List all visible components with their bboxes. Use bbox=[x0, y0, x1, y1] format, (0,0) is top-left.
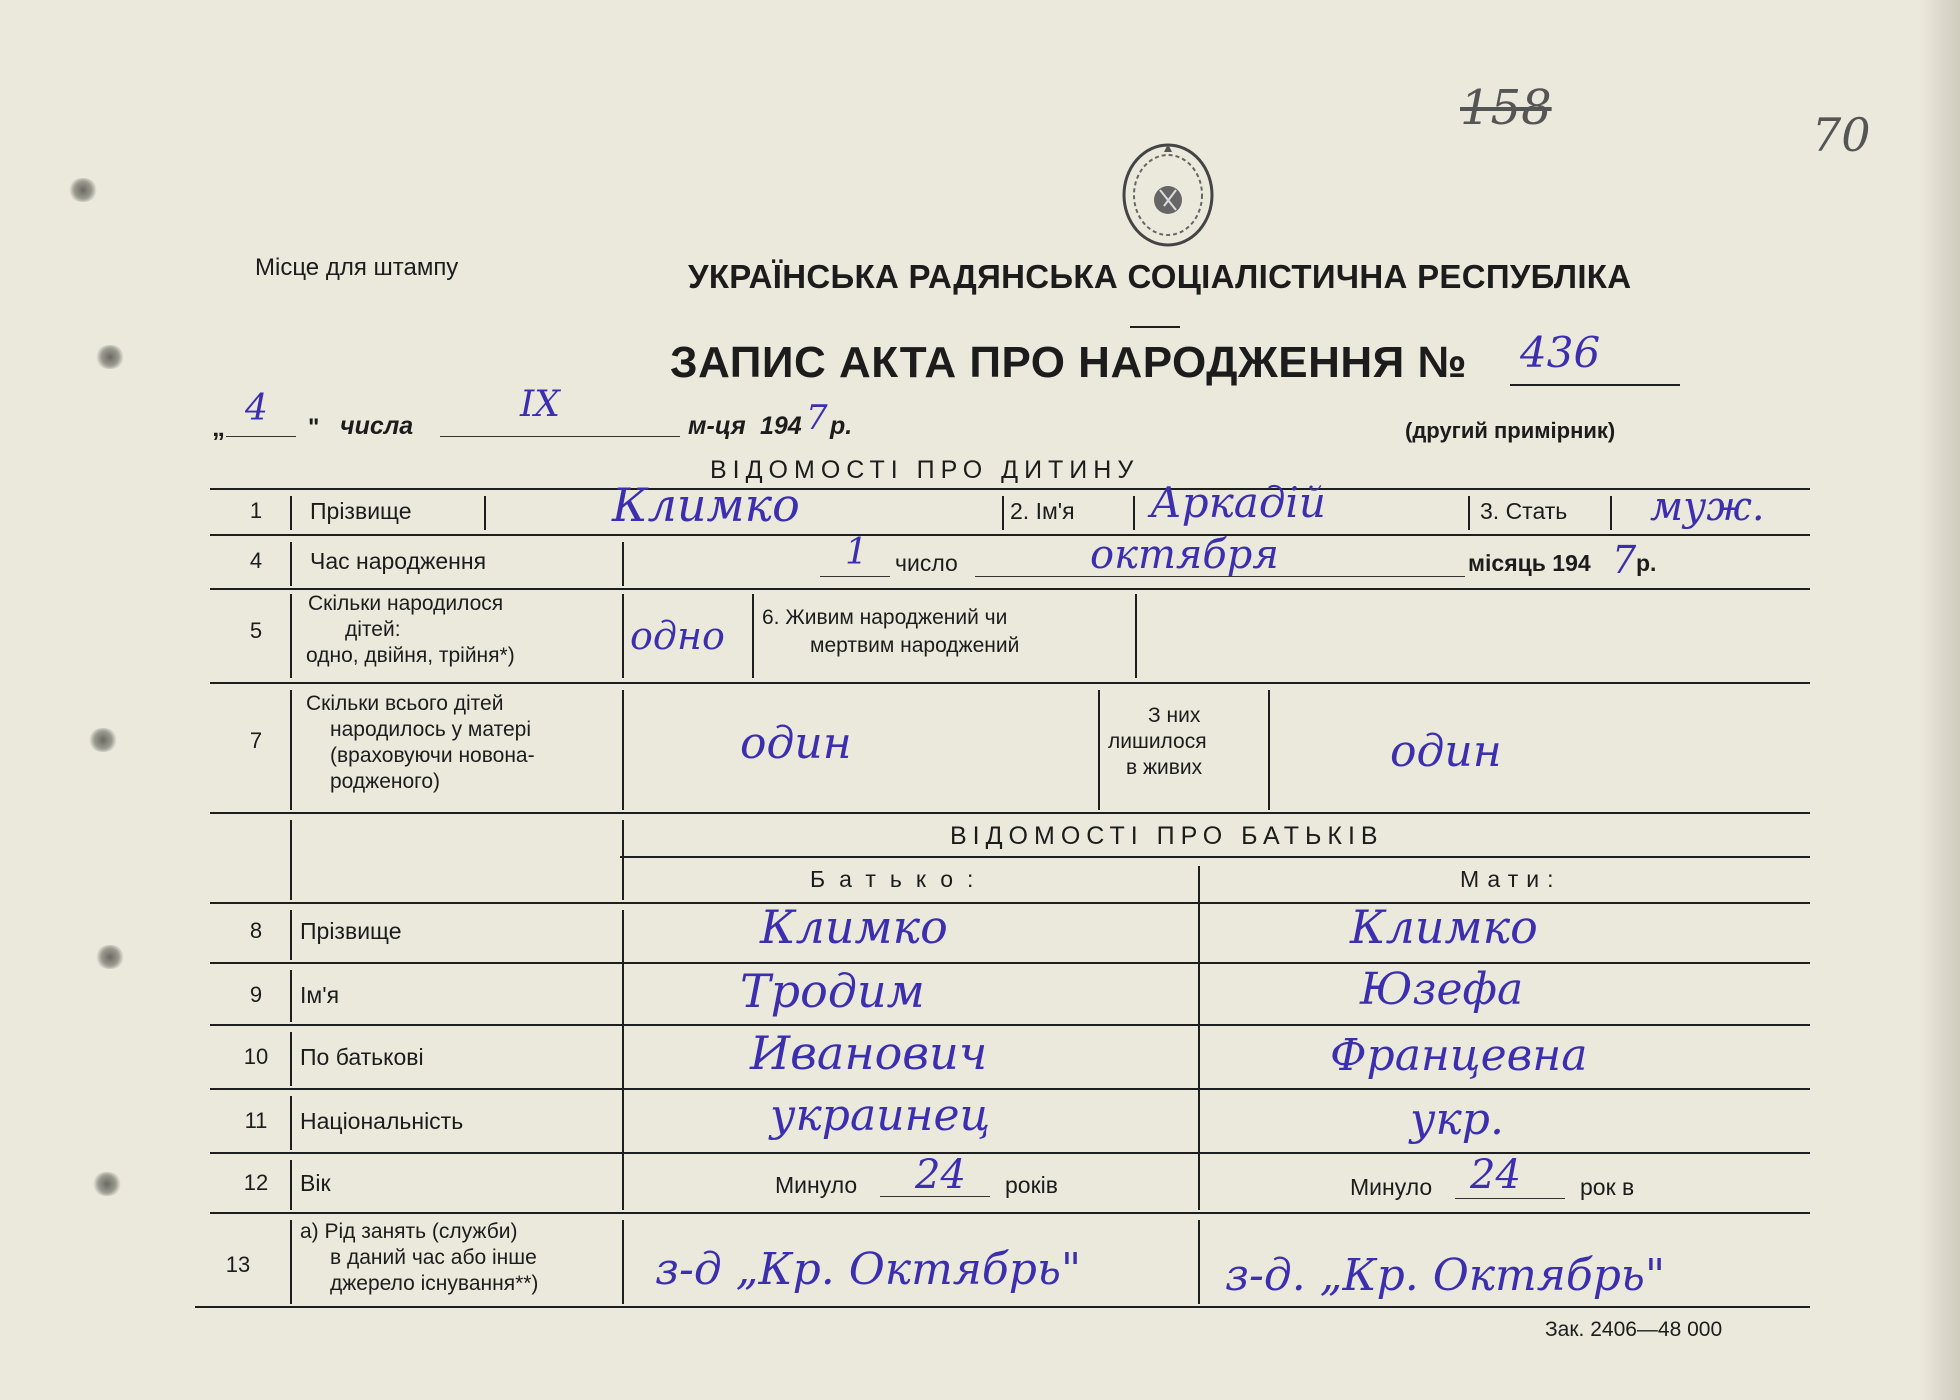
alive-label-2: лишилося bbox=[1108, 730, 1207, 753]
archive-number-crossed: 158 bbox=[1460, 80, 1552, 136]
table-line bbox=[210, 1212, 1810, 1214]
table-line bbox=[622, 594, 624, 678]
table-line bbox=[210, 1152, 1810, 1154]
table-line bbox=[290, 690, 292, 810]
child-section-title: ВІДОМОСТІ ПРО ДИТИНУ bbox=[710, 456, 1140, 484]
row-number: 9 bbox=[249, 982, 263, 1007]
republic-name: УКРАЇНСЬКА РАДЯНСЬКА СОЦІАЛІСТИЧНА РЕСПУБЛІКА bbox=[688, 258, 1632, 295]
total-children-label-4: родженого) bbox=[330, 770, 441, 793]
table-line bbox=[1198, 866, 1200, 1210]
first-name-label: 2. Ім'я bbox=[1010, 498, 1075, 524]
table-line bbox=[290, 1032, 292, 1086]
total-children-label-3: (враховуючи новона- bbox=[330, 744, 535, 767]
table-line bbox=[290, 1220, 292, 1304]
table-line bbox=[1268, 690, 1270, 810]
mother-age: 24 bbox=[1470, 1152, 1521, 1198]
table-line bbox=[290, 496, 292, 530]
date-year-suffix: р. bbox=[830, 412, 853, 440]
table-line bbox=[210, 488, 1810, 490]
children-count-value: одно bbox=[630, 614, 725, 658]
table-line bbox=[290, 1096, 292, 1150]
parent-name-label: Ім'я bbox=[300, 982, 340, 1008]
punch-hole bbox=[95, 945, 125, 969]
children-count-label-3: одно, двійня, трійня*) bbox=[306, 644, 515, 667]
mother-patronymic: Францевна bbox=[1330, 1030, 1588, 1081]
surname-label: Прізвище bbox=[310, 498, 412, 524]
child-first-name: Аркадій bbox=[1150, 478, 1326, 527]
children-count-label-2: дітей: bbox=[345, 618, 401, 641]
total-children-label-1: Скільки всього дітей bbox=[306, 692, 504, 715]
row-number: 10 bbox=[243, 1044, 269, 1069]
table-line bbox=[1198, 1220, 1200, 1304]
patronymic-label: По батькові bbox=[300, 1044, 424, 1070]
table-line bbox=[210, 682, 1810, 684]
table-line bbox=[210, 588, 1810, 590]
father-surname: Климко bbox=[760, 900, 948, 954]
row-number: 12 bbox=[243, 1170, 269, 1195]
table-line bbox=[622, 1220, 624, 1304]
table-line bbox=[622, 542, 624, 586]
father-age-suffix: років bbox=[1005, 1172, 1058, 1198]
date-month: ІХ bbox=[520, 384, 560, 425]
row-number: 8 bbox=[249, 918, 263, 943]
alive-label-1: З них bbox=[1148, 704, 1201, 727]
underline bbox=[1455, 1198, 1565, 1199]
mother-age-suffix: рок в bbox=[1580, 1174, 1635, 1200]
date-year-prefix: 194 bbox=[760, 412, 802, 440]
father-age-prefix: Минуло bbox=[775, 1172, 858, 1198]
table-line bbox=[290, 970, 292, 1022]
row-number: 13 bbox=[225, 1252, 251, 1277]
underline bbox=[820, 576, 890, 577]
copy-note: (другий примірник) bbox=[1405, 418, 1616, 443]
record-number: 436 bbox=[1520, 328, 1601, 377]
mother-age-prefix: Минуло bbox=[1350, 1174, 1433, 1200]
table-line bbox=[1135, 594, 1137, 678]
row-number: 7 bbox=[249, 728, 263, 753]
form-title: ЗАПИС АКТА ПРО НАРОДЖЕННЯ № bbox=[670, 338, 1468, 387]
nationality-label: Національність bbox=[300, 1108, 464, 1134]
underline bbox=[226, 436, 296, 437]
father-nationality: украинец bbox=[770, 1090, 991, 1141]
table-line bbox=[622, 690, 624, 810]
stamp-place-label: Місце для штампу bbox=[255, 254, 459, 281]
table-line bbox=[620, 856, 1810, 858]
table-line bbox=[210, 534, 1810, 536]
table-line bbox=[195, 1306, 1810, 1308]
table-line bbox=[290, 542, 292, 586]
date-day: 4 bbox=[245, 388, 268, 429]
table-line bbox=[210, 962, 1810, 964]
state-emblem-icon bbox=[1120, 140, 1216, 250]
alive-label-3: в живих bbox=[1126, 756, 1203, 779]
underline bbox=[975, 576, 1465, 577]
day-label: число bbox=[895, 550, 958, 576]
mother-occupation: з-д. „Кр. Октябрь" bbox=[1225, 1250, 1666, 1301]
table-line bbox=[290, 1160, 292, 1210]
table-line bbox=[622, 820, 624, 900]
occupation-label-3: джерело існування**) bbox=[330, 1272, 539, 1295]
punch-hole bbox=[95, 345, 125, 369]
mother-header: Мати: bbox=[1460, 866, 1562, 892]
table-line bbox=[622, 910, 624, 1210]
table-line bbox=[752, 594, 754, 678]
archive-number: 70 bbox=[1812, 108, 1871, 162]
mother-first-name: Юзефа bbox=[1360, 964, 1524, 1015]
table-line bbox=[1133, 496, 1135, 530]
table-line bbox=[484, 496, 486, 530]
date-close-quote: " bbox=[308, 414, 320, 441]
birth-month: октября bbox=[1090, 532, 1279, 578]
table-line bbox=[290, 910, 292, 960]
occupation-label-1: а) Рід занять (служби) bbox=[300, 1220, 518, 1243]
table-line bbox=[210, 1088, 1810, 1090]
table-line bbox=[210, 902, 1810, 904]
table-line bbox=[210, 1024, 1810, 1026]
divider bbox=[1130, 326, 1180, 328]
child-surname: Климко bbox=[612, 478, 800, 532]
row-number: 4 bbox=[249, 548, 263, 573]
children-count-label-1: Скільки народилося bbox=[308, 592, 504, 615]
row-number: 11 bbox=[244, 1108, 268, 1133]
table-line bbox=[1610, 496, 1612, 530]
underline bbox=[880, 1196, 990, 1197]
month-label: місяць 194 bbox=[1468, 550, 1591, 576]
total-children-value: один bbox=[740, 718, 852, 769]
total-children-label-2: народилось у матері bbox=[330, 718, 531, 741]
underline bbox=[440, 436, 680, 437]
date-day-label: числа bbox=[340, 412, 414, 440]
alive-value: один bbox=[1390, 726, 1502, 777]
row-number: 1 bbox=[249, 498, 263, 523]
punch-hole bbox=[92, 1172, 122, 1196]
birth-time-label: Час народження bbox=[310, 548, 487, 574]
father-patronymic: Иванович bbox=[750, 1026, 988, 1080]
mother-nationality: укр. bbox=[1410, 1094, 1504, 1145]
father-header: Батько: bbox=[810, 866, 988, 892]
punch-hole bbox=[68, 178, 98, 202]
birth-year-digit: 7 bbox=[1612, 538, 1637, 582]
date-open-quote: „ bbox=[212, 412, 225, 442]
date-month-label: м-ця bbox=[688, 412, 746, 440]
parent-surname-label: Прізвище bbox=[300, 918, 402, 944]
birth-day: 1 bbox=[845, 532, 868, 573]
father-occupation: з-д „Кр. Октябрь" bbox=[655, 1244, 1082, 1295]
table-line bbox=[290, 594, 292, 678]
date-year-digit: 7 bbox=[806, 398, 828, 438]
parents-section-title: ВІДОМОСТІ ПРО БАТЬКІВ bbox=[950, 822, 1384, 850]
sex-label: 3. Стать bbox=[1480, 498, 1568, 524]
occupation-label-2: в даний час або інше bbox=[330, 1246, 537, 1269]
print-order-number: Зак. 2406—48 000 bbox=[1545, 1318, 1723, 1341]
age-label: Вік bbox=[300, 1170, 331, 1196]
child-sex: муж. bbox=[1650, 484, 1765, 530]
punch-hole bbox=[88, 728, 118, 752]
father-first-name: Тродим bbox=[740, 964, 925, 1018]
alive-question-1: 6. Живим народжений чи bbox=[762, 606, 1008, 629]
row-number: 5 bbox=[249, 618, 263, 643]
table-line bbox=[1098, 690, 1100, 810]
mother-surname: Климко bbox=[1350, 900, 1538, 954]
father-age: 24 bbox=[915, 1152, 966, 1198]
year-suffix: р. bbox=[1636, 550, 1657, 576]
table-line bbox=[290, 820, 292, 900]
table-line bbox=[210, 812, 1810, 814]
alive-question-2: мертвим народжений bbox=[810, 634, 1020, 657]
underline bbox=[1510, 384, 1680, 386]
table-line bbox=[1468, 496, 1470, 530]
table-line bbox=[1002, 496, 1004, 530]
